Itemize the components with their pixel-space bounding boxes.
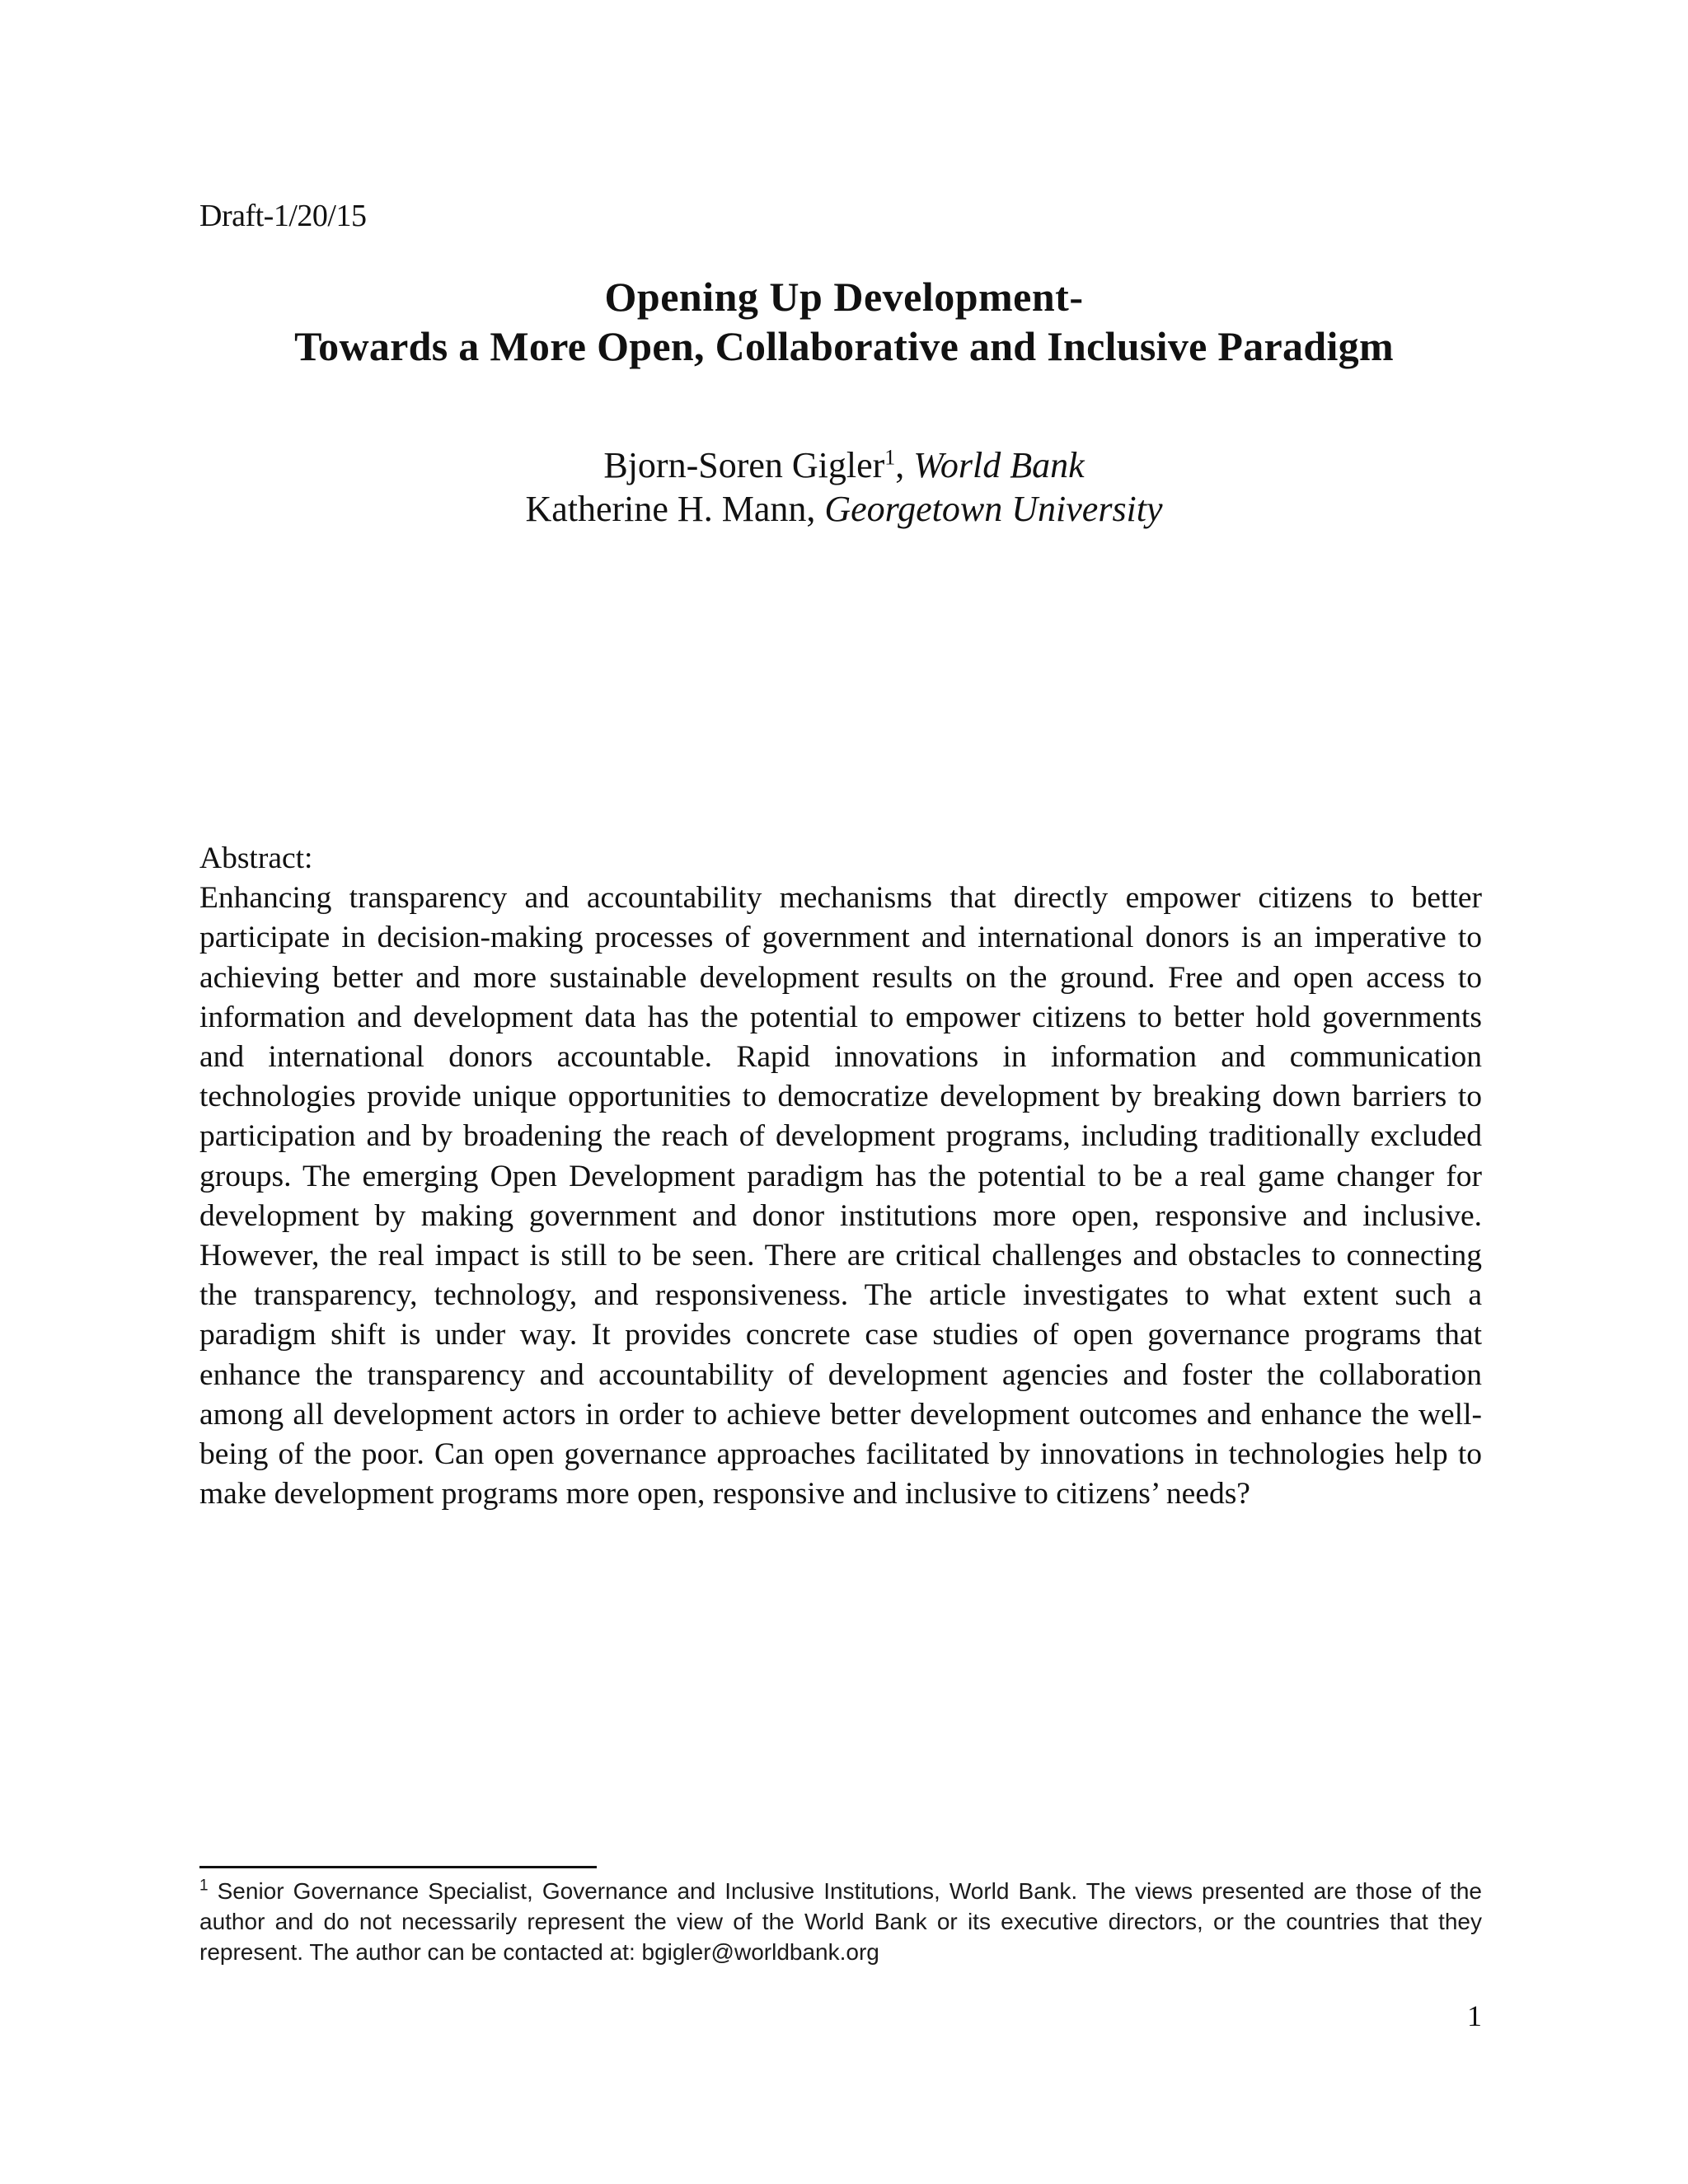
author-line-1 xyxy=(0,443,1688,487)
footnote-divider xyxy=(199,1866,597,1868)
paper-title xyxy=(0,272,1688,371)
footnote-reference: 1 xyxy=(884,445,896,470)
author-name: Bjorn-Soren Gigler xyxy=(603,445,885,485)
author-list xyxy=(0,443,1688,531)
author-name: Katherine H. Mann xyxy=(525,489,807,529)
title-line-2: Towards a More Open, Collaborative and Inclusive Paradigm xyxy=(294,323,1394,369)
abstract-text: Enhancing transparency and accountability mechanisms that directly empower citizens to better participate in decision-making processes of government and international donors is an imperative to achieving better and more sustainable development results on the ground. Free and open access to information and development data has the potential to empower citizens to better hold governments and international donors accountable. Rapid innovations in information and communication technologies provide unique opportunities to democratize development by breaking down barriers to participation and by broadening the reach of development programs, including traditionally excluded groups. The emerging Open Development paradigm has the potential to be a real game changer for development by making government and donor institutions more open, responsive and inclusive. However, the real impact is still to be seen. There are critical challenges and obstacles to connecting the transparency, technology, and responsiveness. The article investigates to what extent such a paradigm shift is under way. It provides concrete case studies of open governance programs that enhance the transparency and accountability of development agencies and foster the collaboration among all development actors in order to achieve better development outcomes and enhance the well-being of the poor. Can open governance approaches facilitated by innovations in technologies help to make development programs more open, responsive and inclusive to citizens’ needs? xyxy=(199,881,1482,1511)
footnote-text: Senior Governance Specialist, Governance and Inclusive Institutions, World Bank. The views presented are those of the author and do not necessarily represent the view of the World Bank or its executive directors, or the countries that they represent. The author can be contacted at: bgigler@worldbank.org xyxy=(199,1878,1482,1965)
draft-date: Draft-1/20/15 xyxy=(199,199,367,233)
page-number: 1 xyxy=(1467,1999,1482,2032)
author-affiliation: World Bank xyxy=(913,445,1085,485)
abstract-label: Abstract: xyxy=(199,841,313,875)
author-line-2 xyxy=(0,487,1688,531)
title-line-1: Opening Up Development- xyxy=(604,274,1084,320)
abstract-section xyxy=(199,839,1482,1514)
author-separator: , xyxy=(806,489,825,529)
footnote-mark: 1 xyxy=(199,1877,209,1895)
author-separator: , xyxy=(895,445,914,485)
footnote xyxy=(199,1876,1482,1967)
author-affiliation: Georgetown University xyxy=(824,489,1163,529)
